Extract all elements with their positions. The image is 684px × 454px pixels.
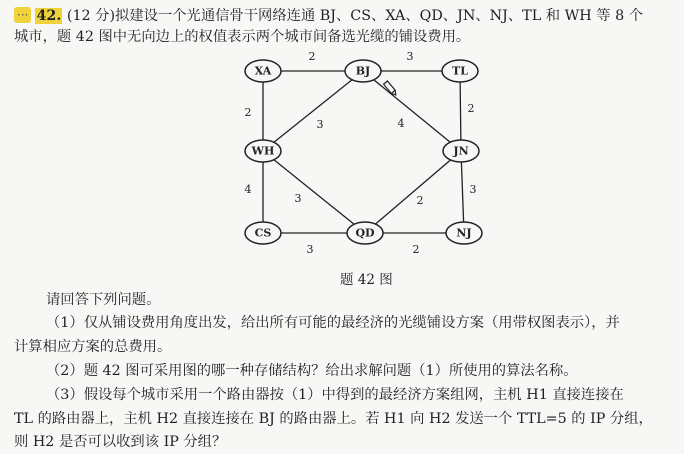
- node-label: NJ: [456, 226, 472, 240]
- edge-jn-qd: [365, 151, 461, 233]
- figure-caption: 题 42 图: [340, 272, 393, 288]
- edge-weight-label: 2: [308, 50, 316, 63]
- edge-bj-jn: [363, 71, 461, 151]
- node-wh: [245, 140, 281, 162]
- node-cs: [245, 222, 281, 244]
- node-label: QD: [355, 226, 375, 240]
- node-label: XA: [254, 64, 272, 78]
- node-label: CS: [254, 226, 272, 240]
- node-label: WH: [251, 144, 275, 158]
- edge-weight-label: 4: [397, 117, 405, 130]
- edge-weight-label: 3: [406, 50, 414, 63]
- edge-jn-nj: [461, 151, 464, 233]
- node-label: JN: [453, 144, 469, 158]
- subquestion-3-line-2: TL 的路由器上，主机 H2 直接连接在 BJ 的路由器上。若 H1 向 H2 发送一个 TTL=5 的 IP 分组，: [14, 411, 653, 427]
- edge-wh-qd: [263, 151, 365, 233]
- node-label: TL: [452, 64, 468, 78]
- edge-weight-label: 4: [244, 183, 252, 196]
- edge-weight-label: 3: [469, 183, 477, 196]
- node-bj: [345, 60, 381, 82]
- question-intro: (12 分)拟建设一个光通信骨干网络连通 BJ、CS、XA、QD、JN、NJ、TL 和 WH 等 8 个: [62, 8, 644, 24]
- subquestion-1-line-2: 计算相应方案的总费用。: [14, 339, 172, 355]
- edge-bj-wh: [263, 71, 363, 151]
- node-jn: [443, 140, 479, 162]
- node-label: BJ: [355, 64, 371, 78]
- edge-tl-jn: [460, 71, 461, 151]
- question-line-2: 城市，题 42 图中无向边上的权值表示两个城市间备选光缆的铺设费用。: [14, 29, 471, 45]
- subquestion-1-line-1: （1）仅从铺设费用角度出发，给出所有可能的最经济的光缆铺设方案（用带权图表示），并: [46, 315, 620, 331]
- edge-weight-label: 3: [306, 243, 314, 256]
- subquestion-3-line-1: （3）假设每个城市采用一个路由器按（1）中得到的最经济方案组网，主机 H1 直接连接在: [46, 387, 624, 403]
- edge-weight-label: 3: [294, 192, 302, 205]
- subquestion-3-line-3: 则 H2 是否可以收到该 IP 分组？: [14, 434, 227, 450]
- edge-weight-label: 2: [467, 102, 475, 115]
- node-nj: [446, 222, 482, 244]
- subquestion-2: （2）题 42 图可采用图的哪一种存储结构？给出求解问题（1）所使用的算法名称。: [46, 363, 578, 379]
- edge-weight-label: 2: [412, 243, 420, 256]
- edge-weight-label: 3: [316, 118, 324, 131]
- edge-weight-label: 2: [416, 194, 424, 207]
- question-number: 42.: [36, 8, 62, 24]
- node-tl: [442, 60, 478, 82]
- prompt-line: 请回答下列问题。: [46, 292, 161, 308]
- edge-weight-label: 2: [244, 106, 252, 119]
- more-icon[interactable]: ···: [14, 7, 31, 23]
- graph-nodes: [245, 60, 482, 244]
- node-qd: [347, 222, 383, 244]
- node-xa: [245, 60, 281, 82]
